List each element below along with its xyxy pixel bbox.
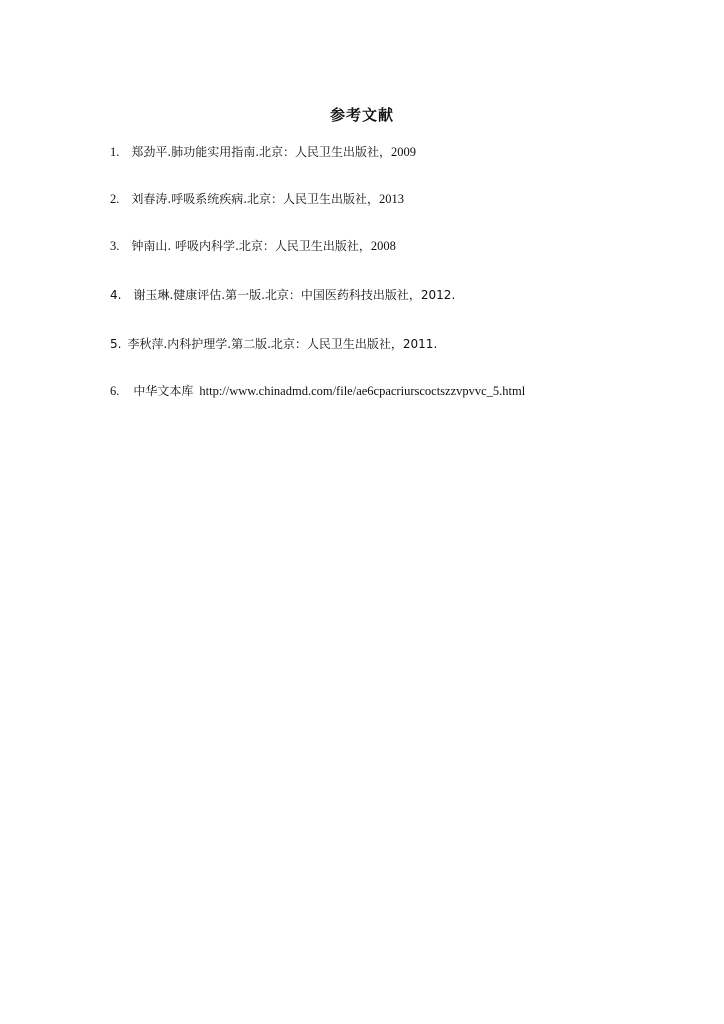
reference-item-5 bbox=[110, 336, 437, 352]
reference-number: 1. bbox=[110, 145, 120, 159]
references-heading: 参考文献 bbox=[329, 106, 394, 124]
reference-year: 2008 bbox=[370, 239, 396, 253]
reference-number: 5. bbox=[110, 337, 122, 351]
reference-item-6 bbox=[110, 383, 525, 399]
reference-year: 2013 bbox=[379, 192, 405, 206]
reference-url: http://www.chinadmd.com/file/ae6cpacriurscoctszzvpvvc_5.html bbox=[199, 384, 526, 398]
reference-year: 2009 bbox=[391, 145, 417, 159]
reference-number: 4. bbox=[110, 288, 122, 302]
reference-text: 谢玉琳.健康评估.第一版.北京：中国医药科技出版社，2012. bbox=[133, 288, 456, 302]
reference-number: 6. bbox=[110, 384, 120, 398]
reference-number: 2. bbox=[110, 192, 120, 206]
reference-item-2 bbox=[110, 191, 404, 207]
reference-text: 钟南山. 呼吸内科学.北京：人民卫生出版社， bbox=[131, 239, 371, 253]
reference-text: 刘春涛.呼吸系统疾病.北京：人民卫生出版社， bbox=[131, 192, 380, 206]
reference-item-3 bbox=[110, 238, 396, 254]
reference-text: 李秋萍.内科护理学.第二版.北京：人民卫生出版社，2011. bbox=[127, 337, 438, 351]
reference-text: 郑劲平.肺功能实用指南.北京：人民卫生出版社， bbox=[131, 145, 392, 159]
reference-number: 3. bbox=[110, 239, 120, 253]
reference-text: 中华文本库 bbox=[133, 384, 194, 398]
reference-item-4 bbox=[110, 287, 455, 303]
reference-item-1 bbox=[110, 144, 416, 160]
